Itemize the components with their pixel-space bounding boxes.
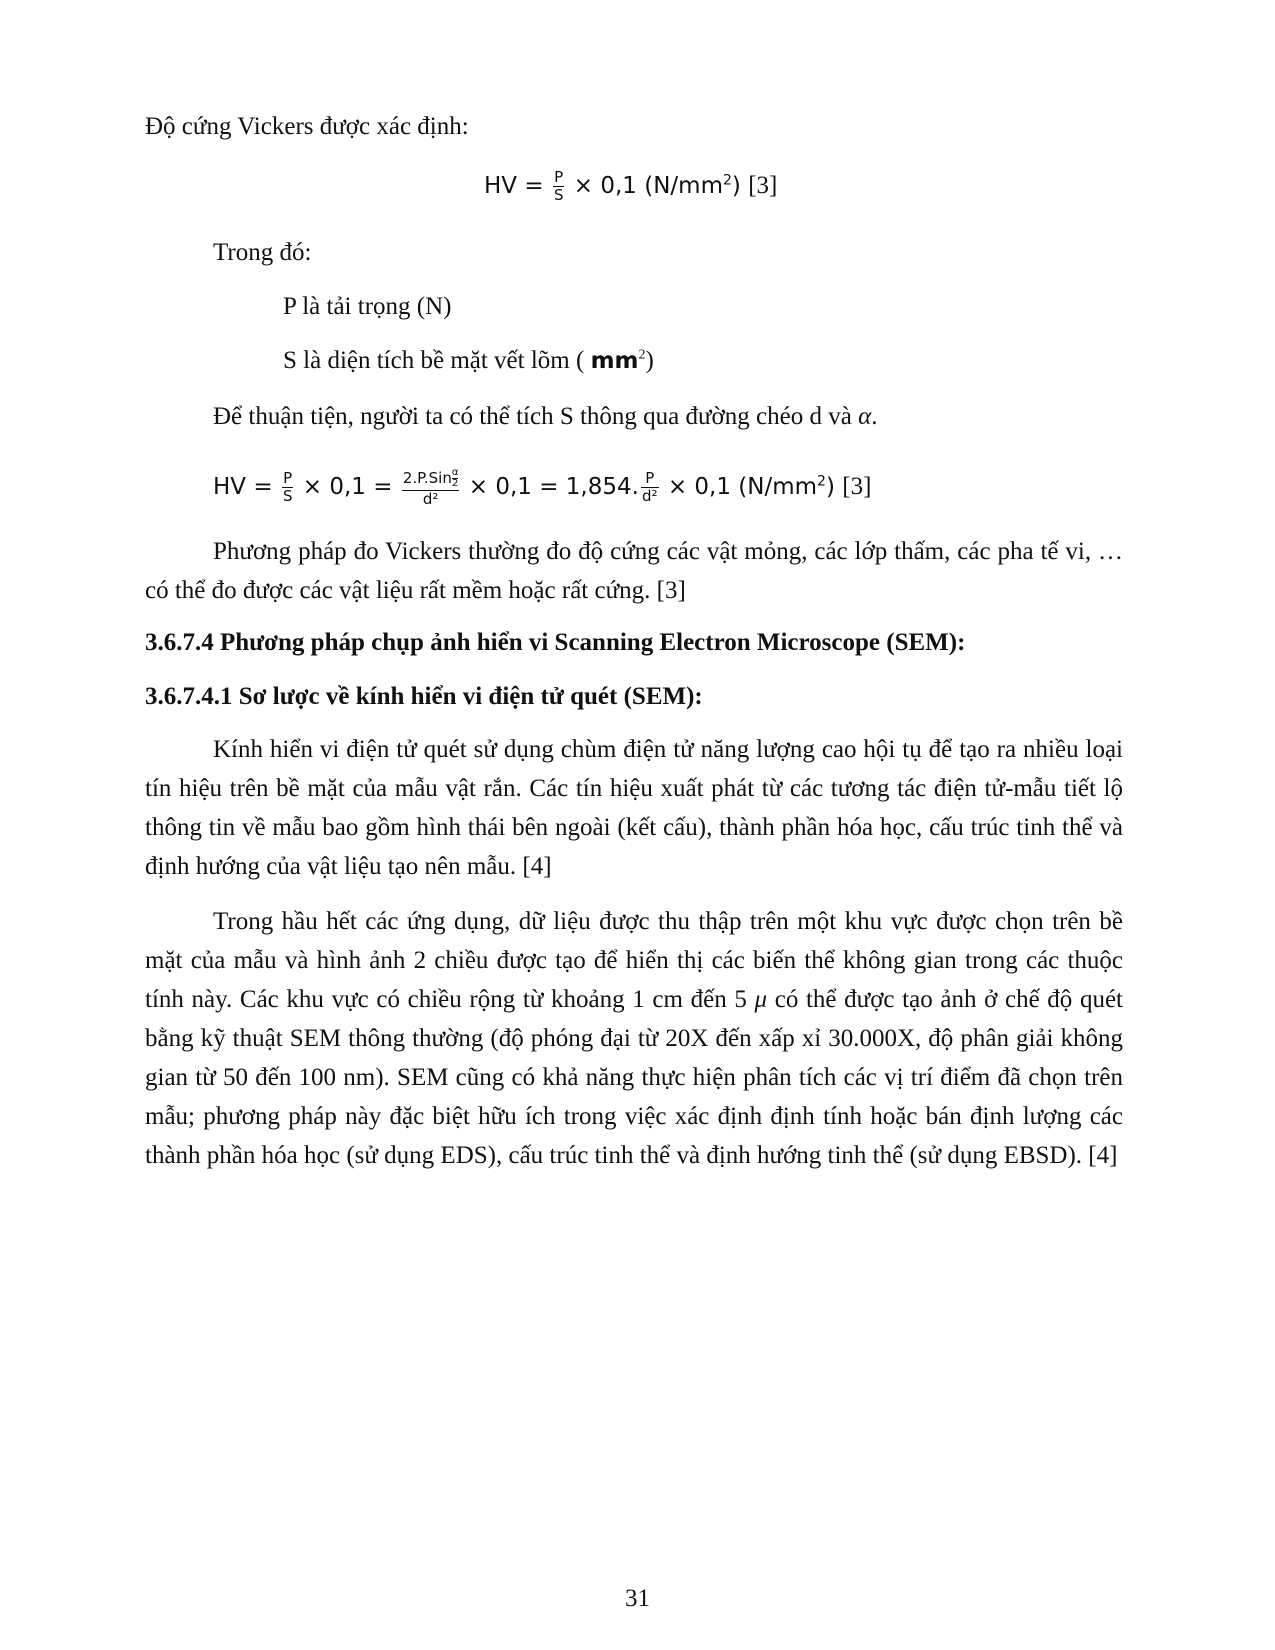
formula-hv-basic: HV = $\frac{P}{S}$ × 0,1 $(N/mm^2)$ [3] [484, 168, 778, 204]
formula2-fraction-sin: 2.P.Sin $\frac{\alpha}{2}$ d² [402, 467, 459, 508]
page-number: 31 [625, 1585, 650, 1612]
formula1-rest: × 0,1 (N/mm [573, 173, 723, 199]
sem-paragraph-2: Trong hầu hết các ứng dụng, dữ liệu được thu thập trên một khu vực được chọn trên bề mặt của mẫu và hình ảnh 2 chiều được tạo để hiển thị các biến thể không gian trong các thuộc tính này. Các khu vực có chiều rộng từ khoảng 1 cm đến 5 μ có thể được tạo ảnh ở chế độ quét bằng kỹ thuật SEM thông thường (độ phóng đại từ 20X đến xấp xỉ 30.000X, độ phân giải không gian từ 50 đến 100 nm). SEM cũng có khả năng thực hiện phân tích các vị trí điểm đã chọn trên mẫu; phương pháp này đặc biệt hữu ích trong việc xác định định tính hoặc bán định lượng các thành phần hóa học (sử dụng EDS), cấu trúc tinh thể và định hướng tinh thể (sử dụng EBSD). [4] [145, 908, 1124, 1169]
formula1-lhs: HV = [484, 173, 544, 199]
formula1-fraction: $\frac{P}{S}$ [553, 168, 564, 204]
definition-s: S là diện tích bề mặt vết lõm ( $mm^2$) [283, 347, 654, 374]
formula-hv-expanded: HV = $\frac{P}{S}$ × 0,1 = 2.P.Sin $\frac{\alpha}{2}$ d² × 0,1 = 1,854. $\frac{P}{\text{d²}}$ × 0,1 $(N/mm^2)$ [3] [213, 467, 872, 508]
intro-text: Độ cứng Vickers được xác định: [145, 113, 469, 140]
formula2-reference: [3] [842, 473, 872, 500]
formula2-fraction-p-d2: $\frac{P}{\text{d²}}$ [641, 469, 658, 505]
convenience-text: Để thuận tiện, người ta có thể tích S thông qua đường chéo d và α. [213, 403, 878, 430]
definition-p: P là tải trọng (N) [283, 293, 452, 320]
vickers-paragraph: Phương pháp đo Vickers thường đo độ cứng các vật mỏng, các lớp thấm, các pha tế vi, … có thể đo được các vật liệu rất mềm hoặc rất cứng. [3] [145, 538, 1123, 604]
formula2-fraction-p-s: $\frac{P}{S}$ [282, 469, 293, 505]
formula1-reference: [3] [748, 172, 778, 199]
section-heading-sem: 3.6.7.4 Phương pháp chụp ảnh hiển vi Scanning Electron Microscope (SEM): [145, 629, 966, 656]
sem-paragraph-1: Kính hiển vi điện tử quét sử dụng chùm điện tử năng lượng cao hội tụ để tạo ra nhiều loại tín hiệu trên bề mặt của mẫu vật rắn. Các tín hiệu xuất phát từ các tương tác điện tử-mẫu tiết lộ thông tin về mẫu bao gồm hình thái bên ngoài (kết cấu), thành phần hóa học, cấu trúc tinh thể và định hướng của vật liệu tạo nên mẫu. [4] [145, 736, 1123, 880]
trong-do-label: Trong đó: [213, 239, 312, 266]
subsection-heading-sem-overview: 3.6.7.4.1 Sơ lược về kính hiển vi điện tử quét (SEM): [145, 683, 703, 710]
